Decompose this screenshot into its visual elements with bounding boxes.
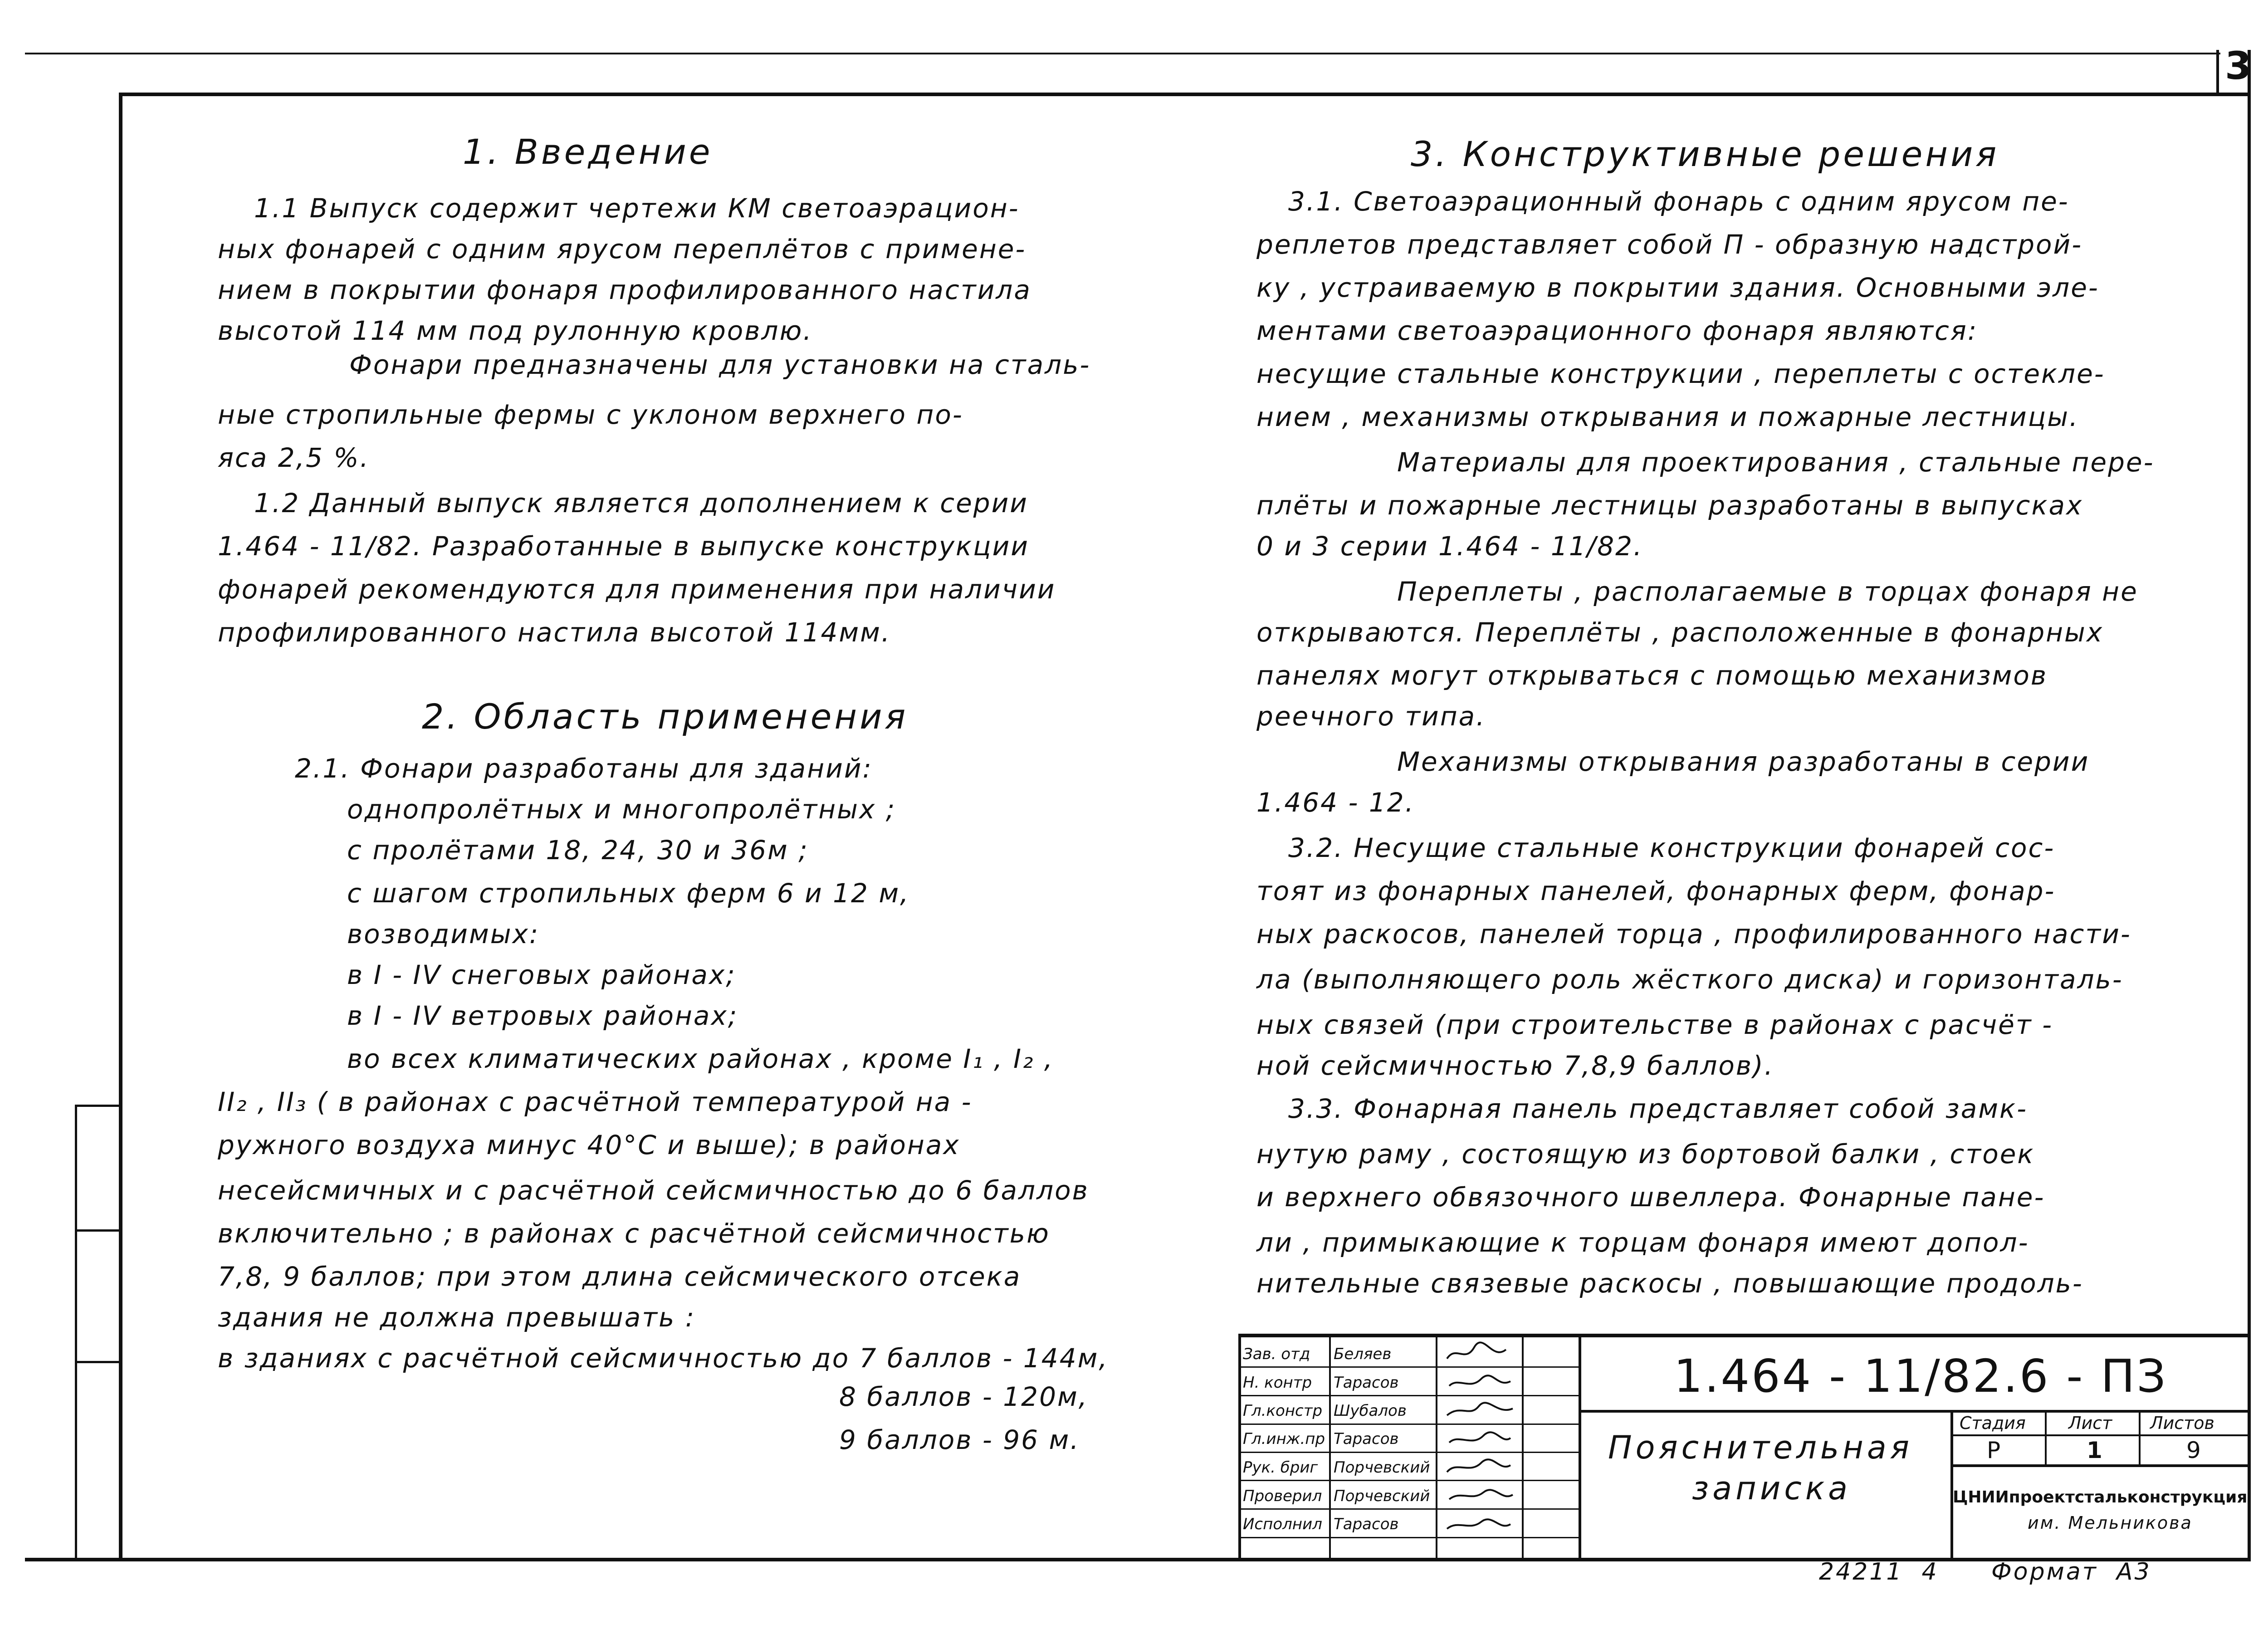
s2-line-10: ружного воздуха минус 40°С и выше); в районах xyxy=(218,1130,960,1160)
role-name: Тарасов xyxy=(1334,1374,1399,1392)
s1-line-5: Фонари предназначены для установки на сталь- xyxy=(349,349,1091,380)
role-label: Исполнил xyxy=(1243,1515,1322,1533)
role-label: Проверил xyxy=(1243,1487,1322,1505)
stage-label: Стадия xyxy=(1960,1413,2026,1433)
corner-box-left xyxy=(2216,50,2219,95)
s3-line-12: панелях могут открываться с помощью механизмов xyxy=(1256,660,2048,691)
s2-line-8: во всех климатических районах , кроме I₁ , I₂ , xyxy=(347,1043,1054,1074)
section-1-title: 1. Введение xyxy=(463,132,713,172)
s3-line-4: ментами светоаэрационного фонаря являются: xyxy=(1256,315,1978,346)
s1-line-2: ных фонарей с одним ярусом переплётов с примене- xyxy=(218,234,1026,264)
s3-line-9: 0 и 3 серии 1.464 - 11/82. xyxy=(1256,531,1643,562)
stage-value: Р xyxy=(1987,1437,2001,1463)
s1-line-7: яса 2,5 %. xyxy=(218,442,370,473)
s3-line-25: ли , примыкающие к торцам фонаря имеют допол- xyxy=(1256,1227,2029,1258)
s3-line-6: нием , механизмы открывания и пожарные лестницы. xyxy=(1256,401,2079,432)
s2-line-5: возводимых: xyxy=(347,919,540,949)
s3-line-15: 1.464 - 12. xyxy=(1256,787,1415,818)
margin-strip-top xyxy=(75,1105,122,1107)
s1-line-9: 1.464 - 11/82. Разработанные в выпуске конструкции xyxy=(218,531,1029,562)
s2-line-16: 8 баллов - 120м, xyxy=(839,1381,1089,1412)
s3-line-26: нительные связевые раскосы , повышающие продоль- xyxy=(1256,1268,2083,1299)
document-code: 1.464 - 11/82.6 - ПЗ xyxy=(1674,1350,2168,1403)
s3-line-17: тоят из фонарных панелей, фонарных ферм, фонар- xyxy=(1256,876,2056,906)
s3-line-22: 3.3. Фонарная панель представляет собой замк- xyxy=(1288,1093,2028,1124)
document-title-line-2: записка xyxy=(1692,1470,1852,1507)
s3-line-24: и верхнего обвязочного швеллера. Фонарные пане- xyxy=(1256,1182,2045,1213)
s2-line-1: 2.1. Фонари разработаны для зданий: xyxy=(295,753,873,784)
s1-line-10: фонарей рекомендуются для применения при наличии xyxy=(218,574,1056,605)
s3-line-19: ла (выполняющего роль жёсткого диска) и горизонталь- xyxy=(1256,964,2123,995)
role-name: Порчевский xyxy=(1334,1458,1430,1477)
section-2-title: 2. Область применения xyxy=(422,696,909,737)
s3-line-23: нутую раму , состоящую из бортовой балки , стоек xyxy=(1256,1139,2035,1169)
s2-line-3: с пролётами 18, 24, 30 и 36м ; xyxy=(347,835,809,866)
document-title-line-1: Пояснительная xyxy=(1608,1429,1913,1466)
s2-line-14: здания не должна превышать : xyxy=(218,1302,696,1333)
margin-strip-mid xyxy=(75,1229,122,1232)
role-label: Гл.инж.пр xyxy=(1243,1430,1325,1448)
section-3-title: 3. Конструктивные решения xyxy=(1411,134,1999,174)
s2-line-11: несейсмичных и с расчётной сейсмичностью до 6 баллов xyxy=(218,1175,1089,1206)
sheets-label: Листов xyxy=(2150,1413,2214,1433)
s2-line-13: 7,8, 9 баллов; при этом длина сейсмического отсека xyxy=(218,1261,1022,1292)
organisation-subname: им. Мельникова xyxy=(2028,1513,2193,1533)
role-name: Порчевский xyxy=(1334,1487,1430,1505)
s2-line-6: в I - IV снеговых районах; xyxy=(347,959,736,990)
s3-line-3: ку , устраиваемую в покрытии здания. Основными эле- xyxy=(1256,272,2099,303)
frame-left xyxy=(119,93,122,1561)
role-label: Рук. бриг xyxy=(1243,1458,1318,1477)
s1-line-1: 1.1 Выпуск содержит чертежи КМ светоаэрацион- xyxy=(254,193,1020,224)
s3-line-20: ных связей (при строительстве в районах с расчёт - xyxy=(1256,1009,2053,1040)
s3-line-5: несущие стальные конструкции , переплеты с остекле- xyxy=(1256,358,2105,389)
sheet-value: 1 xyxy=(2087,1437,2102,1463)
s2-line-4: с шагом стропильных ферм 6 и 12 м, xyxy=(347,878,910,909)
s3-line-8: плёты и пожарные лестницы разработаны в выпусках xyxy=(1256,490,2083,521)
s3-line-11: открываются. Переплёты , расположенные в фонарных xyxy=(1256,617,2104,648)
sheets-value: 9 xyxy=(2186,1437,2201,1463)
s2-line-9: II₂ , II₃ ( в районах с расчётной температурой на - xyxy=(218,1086,973,1117)
s2-line-12: включительно ; в районах с расчётной сейсмичностью xyxy=(218,1218,1050,1249)
s1-line-6: ные стропильные фермы с уклоном верхнего по- xyxy=(218,399,963,430)
archive-number: 24211 4 xyxy=(1819,1558,1939,1585)
role-name: Тарасов xyxy=(1334,1515,1399,1533)
signatures-icon xyxy=(1438,1336,1522,1558)
s3-line-7: Материалы для проектирования , стальные пере- xyxy=(1397,447,2155,478)
top-rule xyxy=(25,53,2220,54)
frame-top xyxy=(119,93,2251,96)
s3-line-16: 3.2. Несущие стальные конструкции фонарей сос- xyxy=(1288,832,2055,863)
organisation-name: ЦНИИпроектстальконструкция xyxy=(1953,1488,2248,1507)
s3-line-1: 3.1. Светоаэрационный фонарь с одним ярусом пе- xyxy=(1288,186,2069,217)
s3-line-21: ной сейсмичностью 7,8,9 баллов). xyxy=(1256,1050,1774,1081)
s2-line-17: 9 баллов - 96 м. xyxy=(839,1424,1080,1455)
s1-line-3: нием в покрытии фонаря профилированного настила xyxy=(218,274,1031,305)
s3-line-2: реплетов представляет собой П - образную надстрой- xyxy=(1256,229,2083,260)
margin-strip-bottom xyxy=(75,1361,122,1363)
role-name: Беляев xyxy=(1334,1345,1392,1363)
s1-line-4: высотой 114 мм под рулонную кровлю. xyxy=(218,315,813,346)
margin-strip-vertical xyxy=(75,1105,77,1558)
role-name: Шубалов xyxy=(1334,1402,1407,1420)
role-name: Тарасов xyxy=(1334,1430,1399,1448)
role-label: Зав. отд xyxy=(1243,1345,1310,1363)
s2-line-2: однопролётных и многопролётных ; xyxy=(347,794,896,825)
sheet-label: Лист xyxy=(2068,1413,2112,1433)
s3-line-14: Механизмы открывания разработаны в серии xyxy=(1397,746,2090,777)
s3-line-13: реечного типа. xyxy=(1256,701,1486,732)
role-label: Гл.констр xyxy=(1243,1402,1323,1420)
s2-line-7: в I - IV ветровых районах; xyxy=(347,1000,738,1031)
s1-line-8: 1.2 Данный выпуск является дополнением к серии xyxy=(254,488,1029,519)
sheet-corner-number: 3 xyxy=(2225,44,2252,88)
sheet-format: Формат А3 xyxy=(1991,1558,2151,1585)
role-label: Н. контр xyxy=(1243,1374,1312,1392)
s2-line-15: в зданиях с расчётной сейсмичностью до 7 баллов - 144м, xyxy=(218,1343,1109,1374)
s3-line-10: Переплеты , располагаемые в торцах фонаря не xyxy=(1397,576,2138,607)
s1-line-11: профилированного настила высотой 114мм. xyxy=(218,617,891,648)
s3-line-18: ных раскосов, панелей торца , профилированного насти- xyxy=(1256,919,2131,949)
